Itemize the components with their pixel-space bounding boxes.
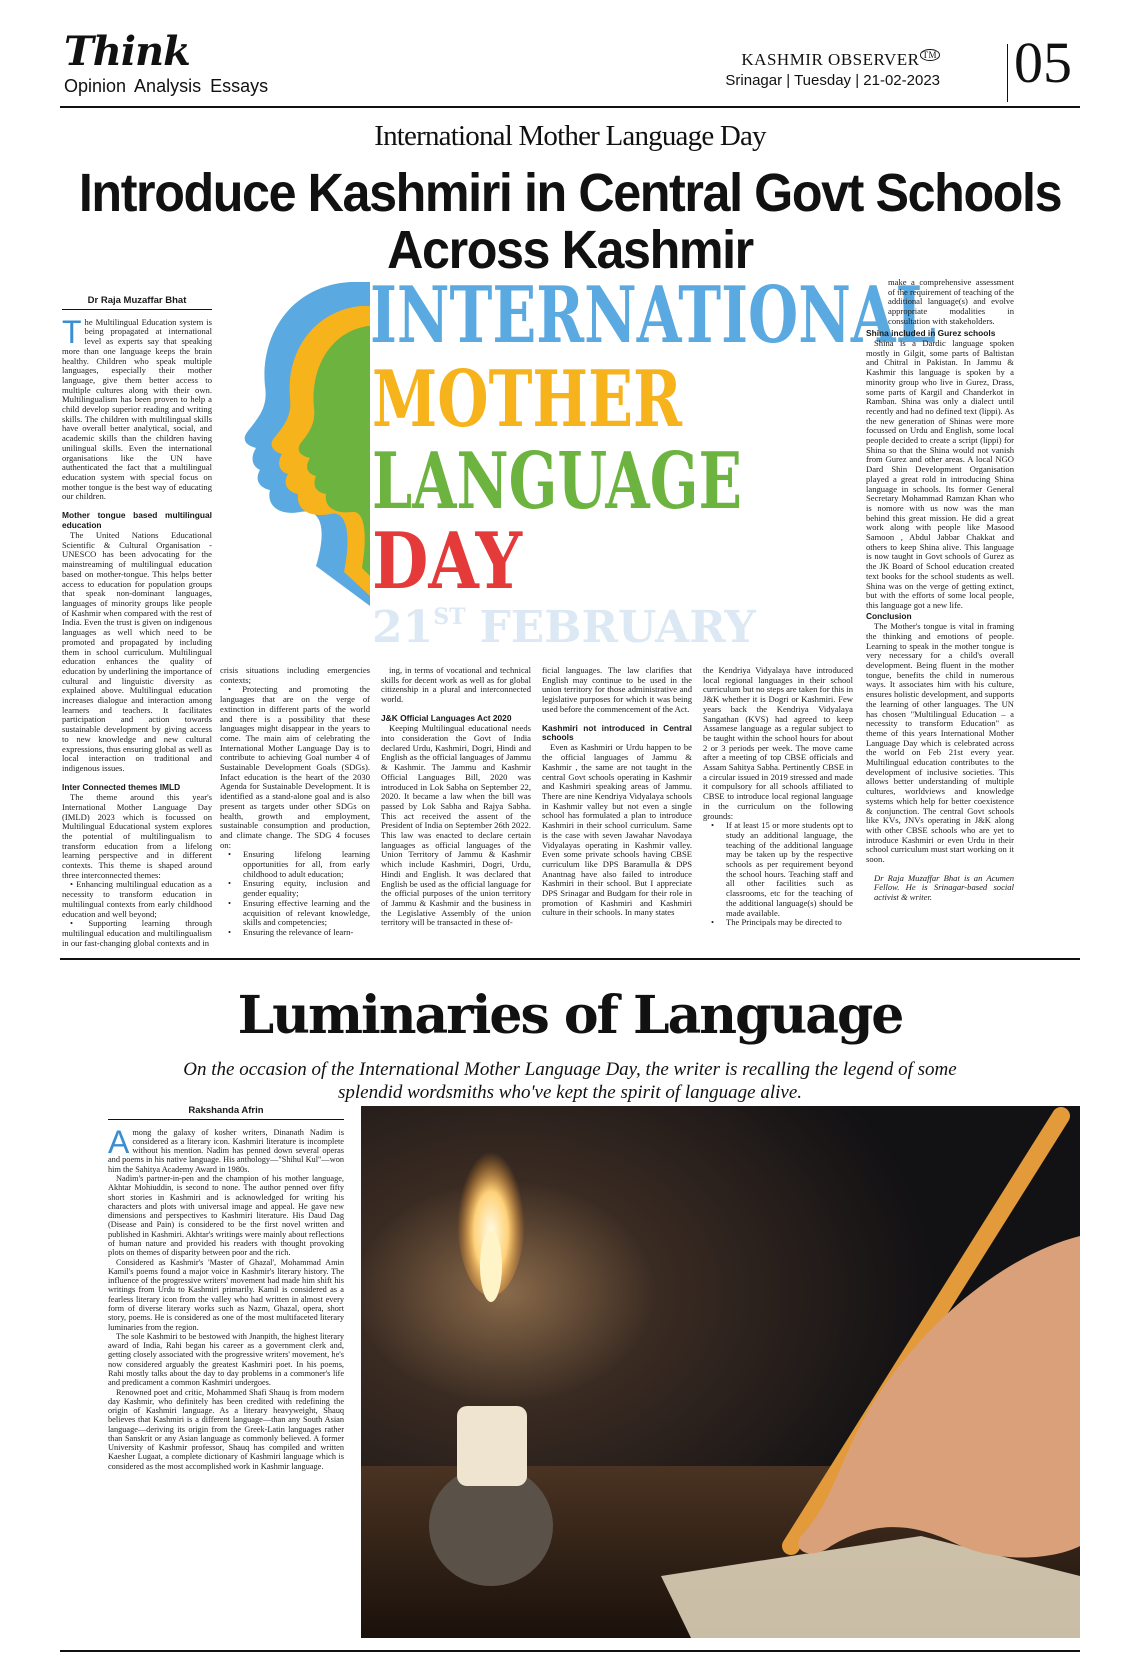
article-column-1 — [62, 296, 212, 948]
paragraph: Keeping Multilingual educational needs into consideration the Govt of India declared Urdu, Kashmiri, Dogri, Hindi and English as the official languages of Jammu & Kashmir. The Jammu and Kashmir Official Languages Bill, 2020 was introduced in Lok Sabha on September 22, 2020. It became a law when the bill was passed by Lok Sabha and Rajya Sabha. This act received the assent of the President of India on September 26th 2022. This law was enacted to declare certain languages as official languages of the Union Territory of Jammu & Kashmir which include Kashmiri, Dogri, Urdu, Hindi and English. It was declared that English be used as the official language for the official purposes of the union territory of Jammu & Kashmir and the business in the Legislative Assembly of the union territory will be transacted in these of- — [381, 723, 531, 928]
flame-icon — [480, 1230, 502, 1302]
dropcap: T — [62, 313, 82, 350]
list-item: • If at least 15 or more students opt to study an additional language, the teaching of the additional language may be taken up by the respective schools as per requirement beyond the school hours. Teaching staff and all other facilities such as classrooms, etc for the teaching of the additional language(s) should be made available. — [703, 821, 853, 918]
trademark-icon: TM — [920, 49, 941, 61]
subhead: Mother tongue based multilingual education — [62, 510, 212, 530]
paragraph: Renowned poet and critic, Mohammed Shafi Shauq is from modern day Kashmir, who definitely has been credited with redefining the origin of Kashmiri language. As a literary heavyweight, Shauq believes that Kashmiri is a different language—than any South Asian language—deriving its origin from the Greek-Latin languages rather than Sanskrit or any Asian language as commonly believed. A former University of Kashmir professor, Shauq has compiled and written Kaesher Lugaat, a complete dictionary of Kashmiri language which is considered as the most accomplished work in Kashmir language. — [108, 1387, 344, 1471]
article-column-2 — [220, 666, 370, 938]
section-title: Think — [64, 28, 190, 75]
article-column-4 — [542, 666, 692, 918]
candle-writing-photo — [361, 1106, 1080, 1638]
article-column-6 — [866, 278, 1014, 903]
paragraph: he Multilingual Education system is being propagated at international level as experts say that speaking more than one language keeps the brain healthy. Children who speak multiple languages, especially their mother language, give them better access to multiple cultures along with their own. Multilingualism has been proven to help a child develop superior reading and writing skills. The children with multilingual skills have overall better analytical, social, and academic skills than the children having unilingual skills. Even the international organisations like the UN have authenticated the fact that a multilingual education system with special focus on mother tongue is the best way of educating our children. — [62, 316, 212, 502]
story-headline-2: Luminaries of Language — [237, 985, 903, 1046]
paragraph: The United Nations Educational Scientific & Cultural Organisation -UNESCO has been advocating for the mainstreaming of multilingual education based on mother-tongue. This helps better access to education for population groups that speak non-dominant languages, languages of minority groups like people of Kashmir when compared with the rest of India. Even the trust is given on indigenous languages as well which need to be promoted and propagated by including them in school curriculum. Multilingual education enhances the quality of education by underlining the importance of cultural and linguistic diversity as explained above. Multilingual education increases dialogue and interaction among learners and teachers. It facilitates participation and action towards sustainable development by giving access to new knowledge and new cultural expressions, thus ensuring global as well as local interaction on traditional and indigenous issues. — [62, 530, 212, 773]
subhead: Shina included in Gurez schools — [866, 327, 996, 338]
subhead: Kashmiri not introduced in Central schools — [542, 722, 692, 742]
dropcap: A — [108, 1123, 130, 1160]
list-item: • Ensuring the relevance of learn- — [220, 928, 370, 938]
paragraph: ing, in terms of vocational and technical skills for decent work as well as for global citizenship in a plural and interconnected world. — [381, 665, 531, 705]
paragraph: Considered as Kashmir's 'Master of Ghazal', Mohammad Amin Kamil's poems found a major voice in Kashmir's literary history. The influence of the progressive writers' movement had made him shift his writings from Urdu to Kashmiri primarily. Kamil is considered as a fearless literary icon from the valley who had written in almost every form of diverse literary works such as Nazm, Ghazal, opera, short story, poems. He is considered as one of the most multifaceted literary luminaries from the region. — [108, 1257, 344, 1332]
list-item: • Ensuring lifelong learning opportunities for all, from early childhood to adult education; — [220, 850, 370, 879]
list-item: • Ensuring equity, inclusion and gender equality; — [220, 879, 370, 898]
masthead-divider — [1007, 44, 1008, 102]
subhead: Conclusion — [866, 610, 912, 621]
bullet: • Supporting learning through multilingual education and multilingualism in our fast-changing global contexts and in — [62, 918, 212, 948]
list-item: • The Principals may be directed to — [703, 918, 853, 928]
paragraph: The theme around this year's International Mother Language Day (IMLD) 2023 which is focussed on Multilingual Educational system explores the potential of multilingualism to transform education from a lifelong learning perspective and in different contexts. This theme is shaped around three interconnected themes: — [62, 792, 212, 880]
top-rule — [60, 106, 1080, 108]
byline: Rakshanda Afrin — [108, 1106, 344, 1120]
article-column-story2 — [108, 1106, 344, 1471]
paragraph: make a comprehensive assessment of the requirement of teaching of the additional language(s) and evolve appropriate modalities in consultation with stakeholders. — [888, 277, 1014, 326]
poster-line-2: MOTHER — [372, 354, 683, 445]
byline: Dr Raja Muzaffar Bhat — [62, 296, 212, 310]
faces-illustration — [220, 276, 940, 648]
subhead: Inter Connected themes IMLD — [62, 781, 181, 792]
paragraph: the Kendriya Vidyalaya have introduced local regional languages in their school curriculum but no steps are taken for this in J&K whether it is Dogri or Kashmiri. Few years back the Kendriya Vidyalaya Sangathan (KVS) had agreed to keep Assamese language as a regular subject to be taught within the school hours for about 2 or 3 periods per week. The move came after a meeting of top CBSE officials and Assam Sahitya Sabha. Pertinently CBSE in a circular issued in 2019 stressed and made it compulsory for all schools affiliated to CBSE to introduce local regional language in the curriculum on the following grounds: — [703, 665, 853, 821]
poster-date: 21ST FEBRUARY — [372, 602, 756, 648]
standfirst: On the occasion of the International Mother Language Day, the writer is recalling the legend of some splendid wordsmiths who've kept the spirit of language alive. — [183, 1059, 957, 1103]
article-column-3 — [381, 666, 531, 928]
author-note: Dr Raja Muzaffar Bhat is an Acumen Fellow. He is Srinagar-based social activist & writer. — [874, 872, 1014, 903]
poster-line-1: INTERNATIONAL — [370, 276, 936, 361]
bullet: • Protecting and promoting the languages that are on the verge of extinction in different parts of the world and there is a possibility that these languages might disappear in the years to come. The main aim of celebrating the International Mother Language Day is to contribute to achieving Goal number 4 of Sustainable Development Goals (SDGs). Infact education is the heart of the 2030 Agenda for Sustainable Development. It is identified as a stand-alone goal and is also present as targets under other SDGs on health, growth and employment, sustainable consumption and production, and climate change. The SDG 4 focuses on: — [220, 684, 370, 850]
story-headline: Introduce Kashmiri in Central Govt Schools Across Kashmir — [78, 163, 1062, 280]
paragraph: crisis situations including emergencies contexts; — [220, 665, 370, 685]
poster-line-3: LANGUAGE — [372, 436, 742, 527]
paragraph: Shina is a Dardic language spoken mostly in Gilgit, some parts of Baltistan and Chitral in Pakistan. In Jammu & Kashmir this language is spoken by a minority group who live in Gurez, Drass, some parts of Kargil and Chanderkot in Ramban. Shina was only a dialect until recently and had no defined text (lippi). As the new generation of Shinas were more focussed on Urdu and English, some local people decided to create a script (lippi) for Shina so that the Shina would not vanish from Gurez and other areas. A local NGO Dard Shin Development Organisation played a great rold in introducing Shina language in schools. Its former General Secretary Mohammad Ramzan Khan who is nomore with us now was the man behind this great mission. He did a great work along with people like Masood Samoon , Abdul Jabbar Chakkat and others to keep Shina alive. This language is now taught in Govt schools of Gurez as the JK Board of School education created text books for the school students as well. Shina was on the verge of getting extinct, but with the efforts of some local people, this language got a new life. — [866, 338, 1014, 610]
paragraph: ficial languages. The law clarifies that English may continue to be used in the union territory for those administrative and legislative purposes for which it was being used before the commencement of the Act. — [542, 665, 692, 714]
bottom-rule — [60, 1650, 1080, 1652]
candle — [457, 1406, 527, 1486]
photo-illustration — [361, 1106, 1080, 1638]
dateline: Srinagar | Tuesday | 21-02-2023 — [725, 72, 940, 89]
page-number: 05 — [1014, 30, 1072, 95]
paragraph: Even as Kashmiri or Urdu happen to be the official languages of Jammu & Kashmir , the same are not taught in the central Govt schools operating in Kashmir and Kashmiri speaking areas of Jammu. There are nine Kendriya Vidyalaya schools in Kashmir valley but not even a single school has formulated a plan to introduce Kashmiri in their school curriculum. Same is the case with seven Jawahar Navodaya Vidyalayas operating in Kashmir valley. Even some private schools having CBSE curriculum like DPS Baramulla & DPS Anantnag have also failed to introduce Kashmiri in their school. But I appreciate DPS Srinagar and Budgam for their role in promotion of Kashmiri and Kashmiri culture in their schools. In many states — [542, 742, 692, 918]
poster-line-4: DAY — [372, 516, 524, 607]
list-item: • Ensuring effective learning and the acquisition of relevant knowledge, skills and competencies; — [220, 899, 370, 928]
paragraph: The sole Kashmiri to be bestowed with Jnanpith, the highest literary award of India, Rahi began his career as a government clerk and, getting closely associated with the progressive writers' movement, he's now considered arguably the greatest Kashmiri poet. In his poems, Rahi mostly talks about the day to day problems in a commoner's life and predicament a common Kashmiri undergoes. — [108, 1331, 344, 1388]
section-subtitle: Opinion Analysis Essays — [64, 76, 269, 96]
section-divider — [60, 958, 1080, 960]
imld-poster — [220, 276, 940, 648]
newspaper-name: KASHMIR OBSERVER ™ — [741, 50, 940, 70]
subhead: J&K Official Languages Act 2020 — [381, 712, 512, 723]
paragraph: mong the galaxy of kosher writers, Dinanath Nadim is considered as a literary icon. Kashmiri literature is incomplete without his mention. Nadim has penned down several operas and poems in his native language. His anthology—"Shihul Kul"—won him the Sahitya Academy Award in 1980s. — [108, 1127, 344, 1174]
article-column-5 — [703, 666, 853, 928]
paragraph: Nadim's partner-in-pen and the champion of his mother language, Akhtar Mohiuddin, is second to none. The author penned over fifty short stories in Kashmiri and is acknowledged for writing his characters and plots with universal image and appeal. He gave new dimensions and perspectives to Kashmiri literature. His Daud Dag (Disease and Pain) is considered to be the first novel written and published in Kashmiri. Akhtar's writings were mainly about reflections of human nature and provided his readers with thought provoking plots on themes of disparity between poor and the rich. — [108, 1174, 344, 1258]
story-kicker: International Mother Language Day — [374, 120, 766, 152]
paragraph: The Mother's tongue is vital in framing the thinking and emotions of people. Learning to speak in the mother tongue is very necessary for a child's overall development. Being fluent in the mother tongue, benefits the child in numerous ways. It associates him with his culture, ensures holistic development, and supports the learning of other languages. The UN has chosen "Multilingual Education – a necessity to transform Education" as theme of this years International Mother Language Day which is celebrated across the world on Feb 21st every year. Multilingual education contributes to the development of inclusive societies. This allows better understanding of multiple cultures, worldviews and knowledge systems which help for better coexistence & conjunction. The central Govt schools like KVs, JNVs operating in J&K along with other CBSE schools who are yet to introduce Kashmiri or even Urdu in their school curriculum must start working on it soon. — [866, 621, 1014, 865]
bullet: • Enhancing multilingual education as a necessity to transform education in multilingual contexts from early childhood education and well beyond; — [62, 879, 212, 919]
